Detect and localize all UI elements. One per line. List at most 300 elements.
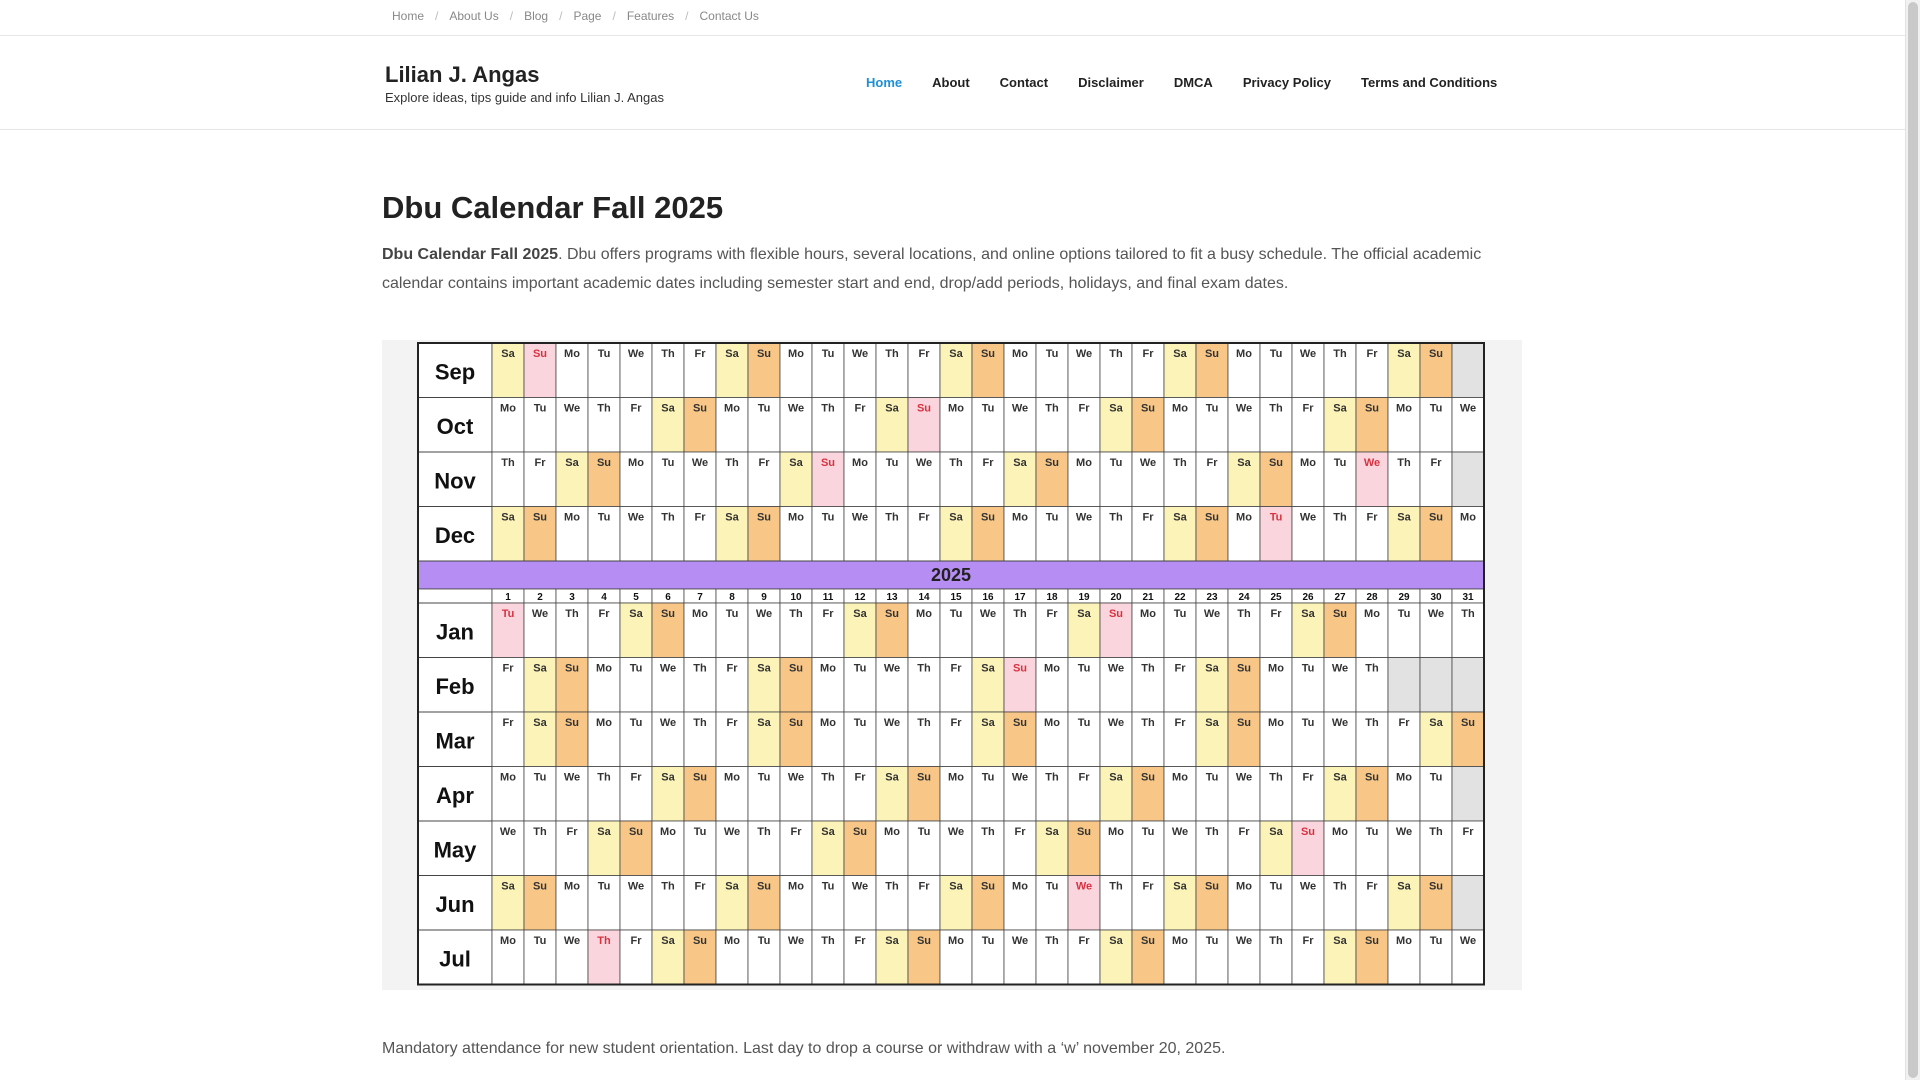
day-cell-weekday: We (1075, 880, 1093, 893)
day-cell-weekday: Su (756, 511, 772, 524)
day-cell-weekday: Su (1300, 826, 1316, 838)
day-cell-weekday: Fr (1430, 457, 1442, 469)
day-cell-weekday: Tu (757, 935, 771, 947)
day-cell-weekday: Tu (853, 717, 867, 729)
day-cell-weekday: Tu (1365, 826, 1379, 838)
day-cell-weekday: Mo (1236, 880, 1252, 893)
day-cell-weekday: Tu (1429, 935, 1443, 947)
day-cell (1452, 767, 1484, 822)
day-cell-weekday: Su (1428, 348, 1444, 360)
year-banner-label: 2025 (930, 565, 972, 585)
day-cell-weekday: Fr (1302, 402, 1314, 415)
day-cell-weekday: Sa (949, 511, 963, 524)
mainnav-disclaimer[interactable]: Disclaimer (1078, 75, 1144, 90)
day-number-label: 31 (1462, 592, 1474, 603)
mainnav-dmca[interactable]: DMCA (1173, 75, 1213, 90)
day-cell-weekday: Sa (501, 348, 515, 360)
scrollbar-thumb[interactable] (1908, 2, 1918, 1078)
day-cell-weekday: We (627, 511, 645, 524)
day-cell-weekday: Su (1428, 880, 1444, 893)
day-cell-weekday: Th (821, 935, 835, 947)
day-cell-weekday: Tu (917, 826, 931, 838)
day-cell-weekday: We (1011, 402, 1029, 415)
day-cell-weekday: We (1107, 662, 1125, 675)
day-cell-weekday: Sa (1173, 880, 1187, 893)
day-number-label: 29 (1398, 592, 1410, 603)
day-cell-weekday: We (1459, 935, 1477, 947)
day-cell-weekday: Th (725, 457, 739, 469)
day-cell-weekday: Fr (1078, 771, 1090, 784)
day-cell-weekday: Fr (502, 717, 514, 729)
day-cell-weekday: Th (1269, 771, 1283, 784)
page-scrollbar[interactable] (1905, 0, 1920, 1080)
day-cell-weekday: Su (1140, 935, 1156, 947)
day-cell-weekday: We (627, 348, 645, 360)
day-number-label: 13 (886, 592, 898, 603)
day-cell-weekday: Fr (1366, 511, 1378, 524)
mainnav-privacy-policy[interactable]: Privacy Policy (1242, 75, 1331, 90)
day-cell-weekday: We (1363, 457, 1381, 469)
day-cell-weekday: Sa (565, 457, 579, 469)
day-cell-weekday: Sa (725, 880, 739, 893)
day-cell-weekday: Mo (1044, 662, 1060, 675)
breadcrumb-separator: / (685, 9, 689, 23)
day-cell-weekday: Mo (1012, 348, 1028, 360)
day-cell-weekday: Su (756, 348, 772, 360)
top-navigation (392, 9, 759, 23)
day-cell-weekday: Mo (948, 402, 964, 415)
day-cell-weekday: Sa (1013, 457, 1027, 469)
day-cell-weekday: Th (821, 771, 835, 784)
day-cell-weekday: Fr (790, 826, 802, 838)
day-cell-weekday: We (1171, 826, 1189, 838)
day-number-label: 27 (1334, 592, 1346, 603)
day-cell-weekday: Th (789, 608, 803, 620)
post-title: Dbu Calendar Fall 2025 (382, 190, 724, 225)
day-cell-weekday: Su (1204, 348, 1220, 360)
day-cell-weekday: Fr (534, 457, 546, 469)
day-cell-weekday: Sa (661, 935, 675, 947)
day-cell-weekday: Su (788, 662, 804, 675)
month-label-jun: Jun (435, 891, 475, 917)
day-cell-weekday: Th (885, 348, 899, 360)
day-cell-weekday: Th (1013, 608, 1027, 620)
day-cell-weekday: Sa (661, 771, 675, 784)
day-cell-weekday: Sa (885, 402, 899, 415)
day-cell-weekday: We (851, 348, 869, 360)
day-cell-weekday: Sa (1109, 771, 1123, 784)
day-cell-weekday: Sa (501, 511, 515, 524)
day-cell-weekday: Su (1076, 826, 1092, 838)
topnav-page[interactable]: Page (573, 9, 602, 23)
day-number-header-cell (418, 589, 492, 603)
day-cell-weekday: Fr (502, 662, 514, 675)
day-number-label: 10 (790, 592, 802, 603)
day-cell-weekday: Su (1364, 771, 1380, 784)
day-cell-weekday: Fr (1206, 457, 1218, 469)
day-cell-weekday: We (1011, 771, 1029, 784)
day-cell-weekday: Mo (852, 457, 868, 469)
day-number-label: 8 (729, 592, 735, 603)
day-cell-weekday: Th (1045, 935, 1059, 947)
day-number-label: 5 (633, 592, 639, 603)
day-cell-weekday: Fr (694, 880, 706, 893)
day-cell-weekday: Th (597, 771, 611, 784)
day-cell-weekday: Fr (1174, 662, 1186, 675)
day-cell-weekday: We (1107, 717, 1125, 729)
day-cell-weekday: Mo (564, 511, 580, 524)
mainnav-contact[interactable]: Contact (999, 75, 1049, 90)
day-cell-weekday: Th (533, 826, 547, 838)
month-label-mar: Mar (435, 728, 475, 754)
day-cell-weekday: Mo (916, 608, 932, 620)
topnav-blog[interactable]: Blog (524, 9, 549, 23)
day-cell-weekday: Su (692, 771, 708, 784)
day-cell-weekday: Th (565, 608, 579, 620)
day-cell-weekday: Sa (1333, 935, 1347, 947)
mainnav-about[interactable]: About (932, 75, 970, 90)
day-cell-weekday: Tu (501, 608, 515, 620)
day-cell-weekday: Th (885, 511, 899, 524)
day-cell-weekday: Sa (789, 457, 803, 469)
day-cell-weekday: Su (1012, 662, 1028, 675)
day-cell-weekday: Tu (597, 348, 611, 360)
day-cell-weekday: We (851, 880, 869, 893)
post-intro-text: . Dbu offers programs with flexible hours, several locations, and online options tailored to fit a busy schedule. The official academic calendar contains important academic dates including semester start and end, drop/add periods, holidays, and final exam dates. (382, 246, 1482, 292)
day-cell (1452, 876, 1484, 931)
day-cell-weekday: We (1139, 457, 1157, 469)
day-number-label: 20 (1110, 592, 1122, 603)
day-cell-weekday: Tu (725, 608, 739, 620)
day-number-label: 11 (822, 592, 834, 603)
day-cell-weekday: Tu (981, 771, 995, 784)
day-cell-weekday: Sa (1173, 511, 1187, 524)
day-cell-weekday: Su (532, 880, 548, 893)
day-cell-weekday: We (1395, 826, 1413, 838)
day-cell-weekday: Sa (1397, 880, 1411, 893)
day-cell-weekday: Mo (500, 402, 516, 415)
day-cell-weekday: We (915, 457, 933, 469)
day-cell-weekday: We (563, 402, 581, 415)
day-cell-weekday: Th (1429, 826, 1443, 838)
day-cell (1452, 452, 1484, 507)
day-cell-weekday: We (531, 608, 549, 620)
day-cell-weekday: Th (1141, 717, 1155, 729)
day-cell-weekday: Su (564, 717, 580, 729)
month-label-feb: Feb (435, 673, 475, 699)
day-cell-weekday: Mo (884, 826, 900, 838)
day-cell-weekday: Mo (628, 457, 644, 469)
day-number-label: 25 (1270, 592, 1282, 603)
day-cell-weekday: We (883, 662, 901, 675)
day-cell-weekday: Mo (1364, 608, 1380, 620)
day-cell-weekday: Fr (630, 771, 642, 784)
day-cell-weekday: We (1075, 348, 1093, 360)
day-cell-weekday: Sa (1109, 935, 1123, 947)
day-cell-weekday: Th (1269, 402, 1283, 415)
day-cell-weekday: Mo (1396, 402, 1412, 415)
day-cell-weekday: Tu (629, 662, 643, 675)
day-cell-weekday: Tu (1045, 348, 1059, 360)
topnav-about-us[interactable]: About Us (449, 9, 499, 23)
day-cell-weekday: We (563, 935, 581, 947)
day-cell-weekday: Tu (629, 717, 643, 729)
day-cell-weekday: Fr (1142, 880, 1154, 893)
day-cell-weekday: Fr (918, 511, 930, 524)
day-cell-weekday: Mo (788, 511, 804, 524)
day-cell-weekday: Th (1333, 348, 1347, 360)
day-cell-weekday: We (979, 608, 997, 620)
day-cell-weekday: Th (757, 826, 771, 838)
day-cell-weekday: Sa (1333, 402, 1347, 415)
day-cell-weekday: Mo (1172, 402, 1188, 415)
day-cell-weekday: We (851, 511, 869, 524)
day-cell-weekday: We (883, 717, 901, 729)
day-cell-weekday: Tu (1429, 402, 1443, 415)
day-cell-weekday: We (659, 717, 677, 729)
day-cell-weekday: We (787, 935, 805, 947)
day-cell-weekday: Fr (918, 880, 930, 893)
day-cell-weekday: Sa (533, 662, 547, 675)
main-navigation (866, 75, 1497, 90)
topnav-home[interactable]: Home (392, 9, 425, 23)
post-content (382, 188, 1522, 298)
day-cell-weekday: Fr (854, 771, 866, 784)
day-cell-weekday: Mo (948, 935, 964, 947)
day-cell (1420, 658, 1452, 713)
day-cell-weekday: Fr (1142, 511, 1154, 524)
day-cell-weekday: Fr (1270, 608, 1282, 620)
day-cell-weekday: Mo (1460, 511, 1476, 524)
day-cell-weekday: We (1235, 402, 1253, 415)
day-cell-weekday: Mo (820, 717, 836, 729)
day-cell-weekday: Th (1461, 608, 1475, 620)
day-cell-weekday: Th (693, 717, 707, 729)
day-cell-weekday: Sa (725, 511, 739, 524)
day-cell-weekday: Th (1205, 826, 1219, 838)
day-number-label: 22 (1174, 592, 1186, 603)
day-cell-weekday: We (1331, 717, 1349, 729)
day-cell-weekday: Sa (949, 348, 963, 360)
day-cell-weekday: Mo (1332, 826, 1348, 838)
day-cell-weekday: Tu (1205, 935, 1219, 947)
day-cell-weekday: Tu (1077, 662, 1091, 675)
day-cell-weekday: Th (501, 457, 515, 469)
day-cell-weekday: Fr (1302, 771, 1314, 784)
day-cell-weekday: Sa (981, 717, 995, 729)
day-cell-weekday: Sa (501, 880, 515, 893)
day-cell-weekday: Mo (596, 717, 612, 729)
day-cell-weekday: Su (756, 880, 772, 893)
day-cell-weekday: Th (661, 880, 675, 893)
day-cell-weekday: Tu (1269, 511, 1283, 524)
day-cell-weekday: Su (1204, 880, 1220, 893)
day-cell-weekday: Su (628, 826, 644, 838)
day-cell-weekday: Th (1109, 511, 1123, 524)
day-cell-weekday: Sa (757, 662, 771, 675)
day-cell-weekday: Fr (1302, 935, 1314, 947)
day-cell-weekday: Sa (1205, 662, 1219, 675)
day-cell-weekday: Mo (1268, 717, 1284, 729)
day-cell-weekday: Th (1365, 717, 1379, 729)
day-cell-weekday: Fr (694, 348, 706, 360)
day-cell-weekday: Mo (948, 771, 964, 784)
breadcrumb-separator: / (435, 9, 439, 23)
day-cell-weekday: Tu (1397, 608, 1411, 620)
day-cell-weekday: Fr (950, 717, 962, 729)
day-cell-weekday: Mo (1396, 935, 1412, 947)
day-cell-weekday: Th (1045, 402, 1059, 415)
day-cell-weekday: Sa (1397, 511, 1411, 524)
day-cell-weekday: Su (1236, 717, 1252, 729)
site-branding (385, 62, 664, 105)
day-cell-weekday: Tu (821, 511, 835, 524)
mainnav-terms-and-conditions[interactable]: Terms and Conditions (1361, 75, 1498, 90)
day-cell-weekday: Tu (821, 348, 835, 360)
day-cell-weekday: Su (596, 457, 612, 469)
day-cell-weekday: Th (1365, 662, 1379, 675)
day-number-label: 9 (761, 592, 767, 603)
day-cell-weekday: Th (1333, 880, 1347, 893)
day-cell-weekday: Sa (1269, 826, 1283, 838)
day-cell-weekday: Mo (820, 662, 836, 675)
day-number-label: 21 (1142, 592, 1154, 603)
month-label-dec: Dec (434, 522, 476, 548)
day-cell-weekday: Fr (854, 935, 866, 947)
day-cell-weekday: Su (916, 935, 932, 947)
day-cell-weekday: Sa (1109, 402, 1123, 415)
day-cell-weekday: Sa (661, 402, 675, 415)
day-number-label: 3 (569, 592, 575, 603)
day-cell-weekday: Tu (1269, 348, 1283, 360)
day-cell-weekday: Fr (726, 662, 738, 675)
day-cell-weekday: Mo (724, 402, 740, 415)
day-cell-weekday: Tu (1045, 511, 1059, 524)
day-number-label: 2 (537, 592, 543, 603)
day-cell-weekday: Mo (788, 880, 804, 893)
day-cell-weekday: Su (1460, 717, 1476, 729)
month-label-oct: Oct (436, 413, 474, 439)
day-cell-weekday: Tu (1109, 457, 1123, 469)
day-cell-weekday: Su (660, 608, 676, 620)
day-cell-weekday: Mo (500, 935, 516, 947)
day-cell-weekday: Th (597, 935, 611, 947)
day-cell-weekday: Th (981, 826, 995, 838)
day-cell-weekday: We (755, 608, 773, 620)
day-cell-weekday: Th (1237, 608, 1251, 620)
month-label-nov: Nov (434, 468, 476, 494)
day-cell (1452, 343, 1484, 398)
day-cell-weekday: Mo (660, 826, 676, 838)
day-cell-weekday: Mo (1300, 457, 1316, 469)
day-number-label: 26 (1302, 592, 1314, 603)
day-cell-weekday: Su (916, 402, 932, 415)
day-cell-weekday: Mo (1268, 662, 1284, 675)
day-cell-weekday: We (627, 880, 645, 893)
day-cell-weekday: Tu (1205, 771, 1219, 784)
day-cell-weekday: Th (1109, 348, 1123, 360)
day-cell-weekday: Fr (1078, 402, 1090, 415)
day-cell-weekday: Fr (726, 717, 738, 729)
day-cell-weekday: Sa (949, 880, 963, 893)
day-cell-weekday: Fr (854, 402, 866, 415)
day-number-label: 19 (1078, 592, 1090, 603)
day-cell-weekday: Tu (853, 662, 867, 675)
month-label-apr: Apr (436, 782, 474, 808)
day-cell-weekday: Th (917, 662, 931, 675)
day-cell-weekday: Tu (1301, 717, 1315, 729)
day-cell-weekday: Th (693, 662, 707, 675)
day-cell-weekday: Sa (597, 826, 611, 838)
topnav-contact-us[interactable]: Contact Us (699, 9, 759, 23)
day-cell-weekday: Sa (885, 935, 899, 947)
day-cell-weekday: Mo (1140, 608, 1156, 620)
day-cell-weekday: Su (1204, 511, 1220, 524)
day-cell-weekday: We (1075, 511, 1093, 524)
day-cell-weekday: We (1011, 935, 1029, 947)
day-cell-weekday: Tu (1301, 662, 1315, 675)
day-cell-weekday: Su (980, 511, 996, 524)
day-cell-weekday: Mo (596, 662, 612, 675)
day-cell-weekday: Tu (693, 826, 707, 838)
breadcrumb-separator: / (509, 9, 514, 23)
day-cell-weekday: We (723, 826, 741, 838)
day-cell-weekday: Su (692, 935, 708, 947)
day-cell-weekday: Th (1109, 880, 1123, 893)
post-footer-text: Mandatory attendance for new student orientation. Last day to drop a course or withdraw with a ‘w’ november 20, 2025. (382, 1040, 1226, 1057)
day-cell-weekday: Su (692, 402, 708, 415)
day-cell-weekday: Mo (788, 348, 804, 360)
day-cell-weekday: Su (532, 511, 548, 524)
day-cell-weekday: Tu (597, 880, 611, 893)
topnav-features[interactable]: Features (626, 9, 675, 23)
day-cell-weekday: Sa (1397, 348, 1411, 360)
day-cell-weekday: Su (1268, 457, 1284, 469)
day-number-label: 6 (665, 592, 671, 603)
day-cell-weekday: We (1459, 402, 1477, 415)
day-cell-weekday: Th (821, 402, 835, 415)
day-cell-weekday: We (1299, 511, 1317, 524)
day-cell-weekday: Fr (1078, 935, 1090, 947)
day-cell-weekday: Fr (694, 511, 706, 524)
day-cell-weekday: Su (1236, 662, 1252, 675)
day-cell-weekday: Tu (1141, 826, 1155, 838)
day-cell-weekday: Su (852, 826, 868, 838)
day-number-label: 17 (1014, 592, 1026, 603)
day-cell-weekday: Tu (1429, 771, 1443, 784)
day-cell-weekday: Fr (1366, 880, 1378, 893)
day-cell-weekday: Tu (661, 457, 675, 469)
day-cell-weekday: Sa (1077, 608, 1091, 620)
day-cell-weekday: Sa (757, 717, 771, 729)
site-header (0, 37, 1905, 130)
site-tagline: Explore ideas, tips guide and info Lilian J. Angas (385, 90, 664, 105)
breadcrumb-separator: / (612, 9, 616, 23)
site-title[interactable]: Lilian J. Angas (385, 62, 540, 87)
day-cell-weekday: Fr (918, 348, 930, 360)
day-number-label: 4 (601, 592, 607, 603)
day-cell-weekday: Th (1045, 771, 1059, 784)
day-cell-weekday: Sa (853, 608, 867, 620)
day-cell-weekday: Mo (1108, 826, 1124, 838)
day-cell-weekday: Tu (597, 511, 611, 524)
day-cell-weekday: Tu (981, 935, 995, 947)
mainnav-home[interactable]: Home (866, 75, 903, 90)
day-cell-weekday: Th (1269, 935, 1283, 947)
day-cell-weekday: Mo (1012, 880, 1028, 893)
month-label-jul: Jul (439, 946, 471, 972)
day-cell-weekday: Sa (1333, 771, 1347, 784)
